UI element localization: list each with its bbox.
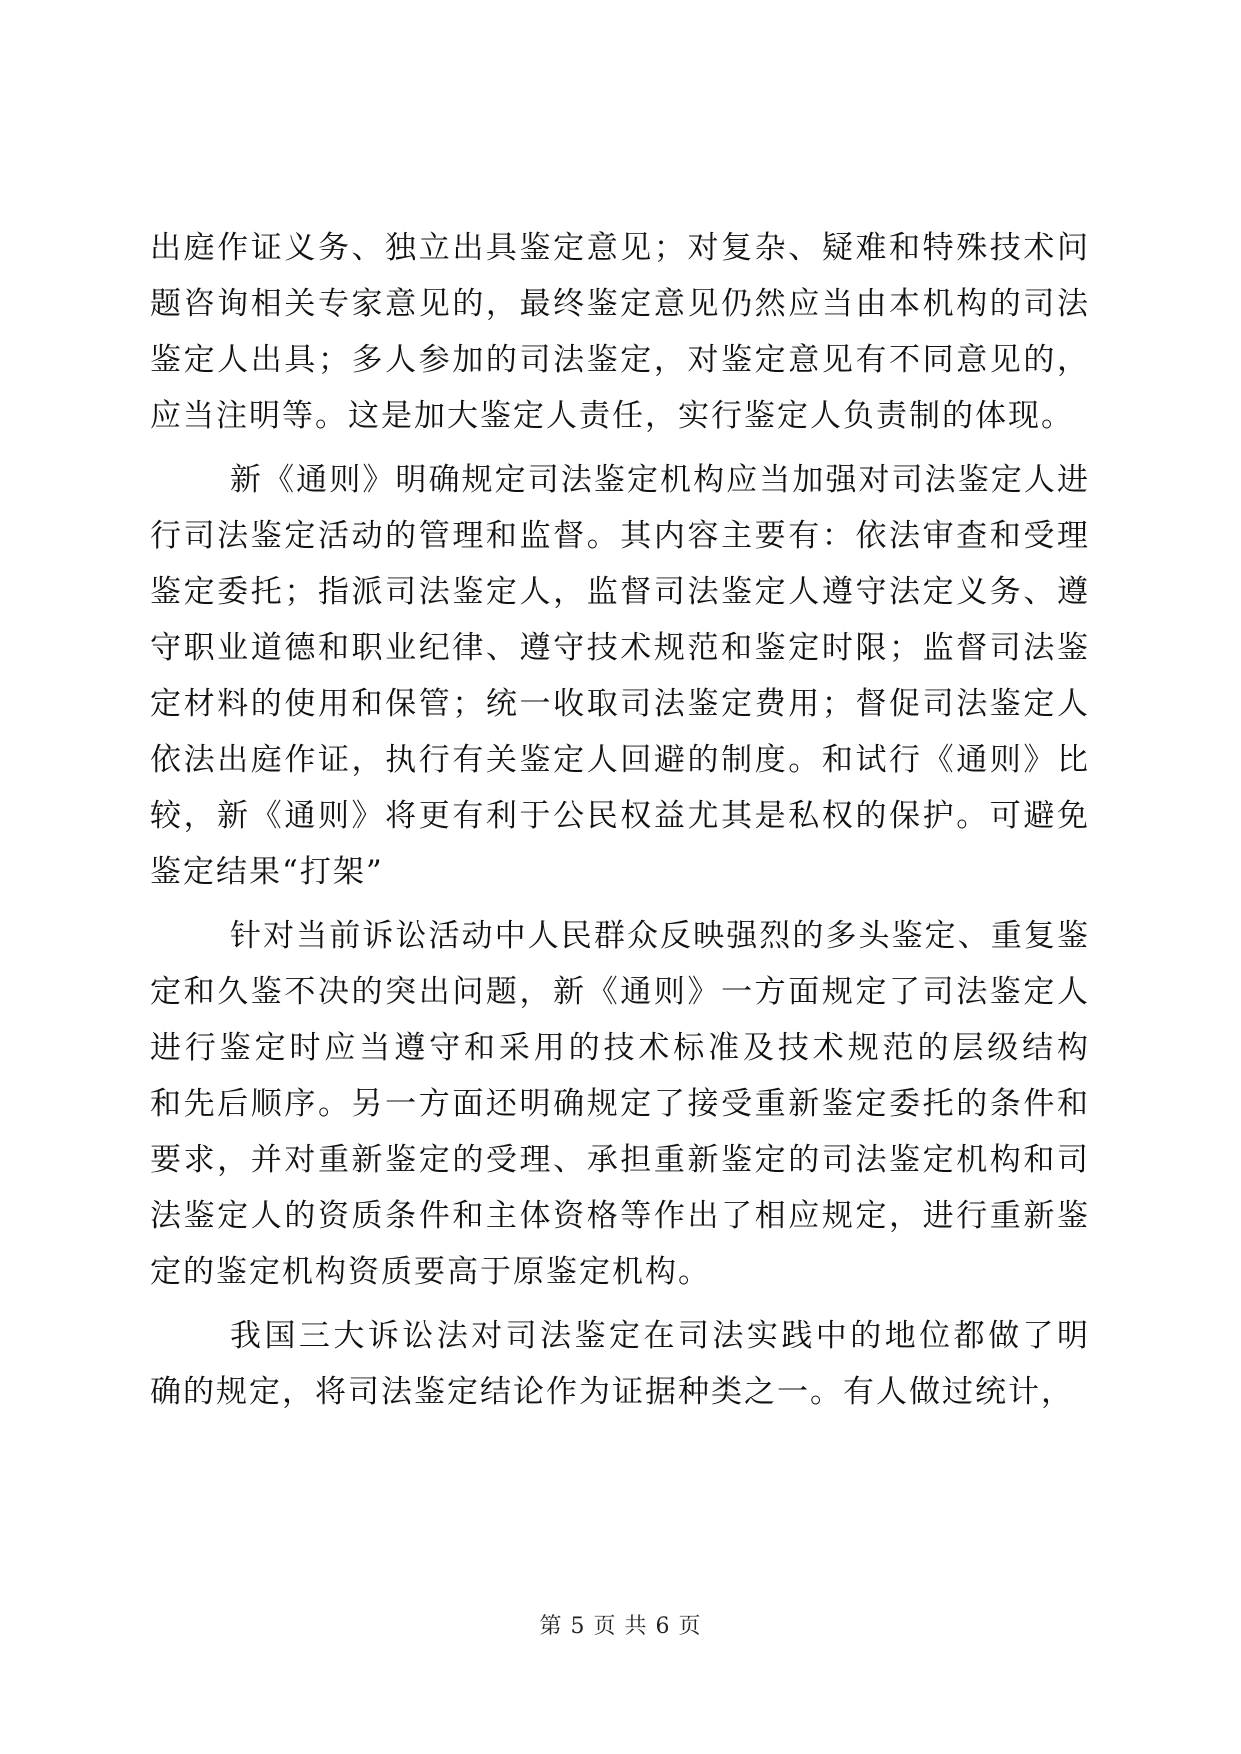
text-line: 守职业道德和职业纪律、遵守技术规范和鉴定时限；监督司法鉴 (150, 630, 1090, 666)
text-line: 法鉴定人的资质条件和主体资格等作出了相应规定，进行重新鉴 (150, 1198, 1090, 1234)
text-line: 行司法鉴定活动的管理和监督。其内容主要有：依法审查和受理 (150, 518, 1090, 554)
text-line: 定材料的使用和保管；统一收取司法鉴定费用；督促司法鉴定人 (150, 686, 1090, 722)
text-line: 依法出庭作证，执行有关鉴定人回避的制度。和试行《通则》比 (150, 742, 1090, 778)
text-line: 和先后顺序。另一方面还明确规定了接受重新鉴定委托的条件和 (150, 1086, 1090, 1122)
text-line: 我国三大诉讼法对司法鉴定在司法实践中的地位都做了明 (230, 1318, 1090, 1354)
text-line: 确的规定，将司法鉴定结论作为证据种类之一。有人做过统计， (150, 1374, 1074, 1410)
text-line: 鉴定人出具；多人参加的司法鉴定，对鉴定意见有不同意见的， (150, 342, 1090, 378)
text-line: 针对当前诉讼活动中人民群众反映强烈的多头鉴定、重复鉴 (230, 918, 1090, 954)
text-line: 进行鉴定时应当遵守和采用的技术标准及技术规范的层级结构 (150, 1030, 1090, 1066)
text-line: 较，新《通则》将更有利于公民权益尤其是私权的保护。可避免 (150, 798, 1090, 834)
text-line: 新《通则》明确规定司法鉴定机构应当加强对司法鉴定人进 (230, 462, 1090, 498)
text-line: 出庭作证义务、独立出具鉴定意见；对复杂、疑难和特殊技术问 (150, 230, 1090, 266)
text-line: 要求，并对重新鉴定的受理、承担重新鉴定的司法鉴定机构和司 (150, 1142, 1090, 1178)
text-line: 题咨询相关专家意见的，最终鉴定意见仍然应当由本机构的司法 (150, 286, 1090, 322)
text-line: 鉴定结果“打架” (150, 854, 384, 890)
text-line: 应当注明等。这是加大鉴定人责任，实行鉴定人负责制的体现。 (150, 398, 1074, 434)
text-line: 定和久鉴不决的突出问题，新《通则》一方面规定了司法鉴定人 (150, 974, 1090, 1010)
page-footer: 第 5 页 共 6 页 (539, 1614, 702, 1639)
text-line: 定的鉴定机构资质要高于原鉴定机构。 (150, 1254, 711, 1290)
text-line: 鉴定委托；指派司法鉴定人，监督司法鉴定人遵守法定义务、遵 (150, 574, 1090, 610)
